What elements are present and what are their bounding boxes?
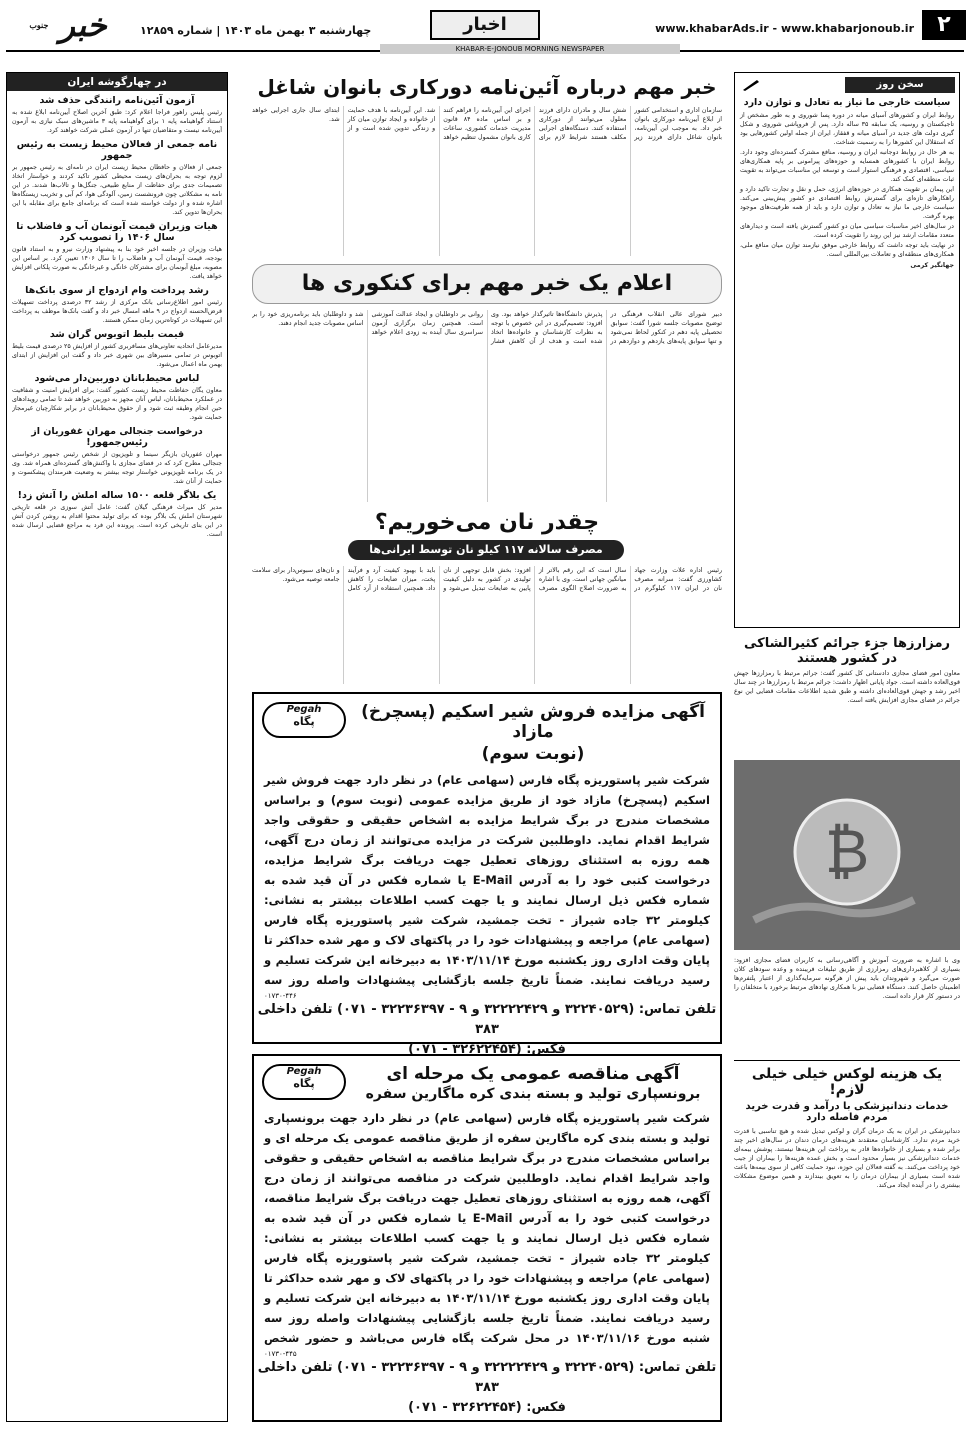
list-item-title: نامه جمعی از فعالان محیط زیست به رئیس جمهور: [16, 139, 218, 161]
auction-ad-body: شرکت شیر پاستوریزه پگاه فارس (سهامی عام) در نظر دارد جهت فروش شیر اسکیم (پسچرخ) مازاد خود از طریق مزایده عمومی (نوبت سوم) و براساس مشخصات مندرج در برگ شرایط مزایده به اشخاص حقیقی و حقوقی واجد شرایط اقدام نماید. داوطلبین شرکت در مزایده می‌توانند از زمان درج آگهی، همه روزه به استثنای روزهای تعطیل جهت دریافت برگ شرایط مزایده، درخواست کتبی خود را به آدرس E-Mail یا شماره فکس در آن قید شده به شماره فکس ذیل ارسال نمایند و یا جهت کسب اطلاعات بیشتر به نشانی: کیلومتر ۳۲ جاده شیراز - تخت جمشید، شرکت شیر پاستوریزه پگاه فارس (سهامی عام) مراجعه و پیشنهادات خود را در پاکتهای لاک و مهر شده حداکثر تا پایان وقت اداری روز یکشنبه مورخ ۱۴۰۳/۱۱/۱۴ به دبیرخانه این شرکت تسلیم و رسید دریافت نمایند. ضمناً تاریخ جلسه بازگشایی پیشنهادات واصله روز سه: [264, 773, 710, 987]
list-item-title: قیمت بلیط اتوبوس گران شد: [49, 329, 185, 340]
list-item: [12, 373, 222, 422]
list-item: [12, 329, 222, 369]
tender-ad-phone: تلفن تماس: (۳۲۲۴۰۵۲۹ و ۳۲۲۲۲۴۲۹ و ۹ - ۳۲۲۳۶۳۹۷ - ۰۷۱) تلفن داخلی ۳۸۳: [257, 1360, 717, 1395]
auction-ad-fax: فکس: (۳۲۶۲۲۴۵۴ - ۰۷۱): [408, 1042, 566, 1057]
list-item-body: معاون یگان حفاظت محیط زیست کشور گفت: برای افزایش امنیت و شفافیت در عملکرد محیط‌بانان، لباس آنان مجهز به دوربین خواهد شد تا تمامی رویدادهای حین انجام وظیفه ثبت شود و از حقوق محیط‌بانان در برابر شکارچیان غیرمجاز حمایت شود.: [12, 387, 222, 421]
dental-body: دندانپزشکی در ایران به یک درمان گران و لوکس تبدیل شده و هیچ تناسبی با قدرت خرید مردم ندارد. کارشناسان معتقدند هزینه‌های درمان دندان در سال‌های اخیر چند برابر شده و بسیاری از خانواده‌ها قادر به پرداخت این هزینه‌ها نیستند. پوشش بیمه‌ای خدمات دندانپزشکی نیز بسیار محدود است و بخش عمده هزینه‌ها را بیماران از جیب خود پرداخت می‌کنند. به گفته فعالان این حوزه، نبود حمایت کافی از سوی بیمه‌ها باعث شده است بسیاری از بیماران درمان را به تعویق بیندازند و همین موضوع مشکلات بیشتری را در آینده ایجاد می‌کند.: [734, 1128, 960, 1189]
dateline: چهارشنبه ۳ بهمن ماه ۱۴۰۳ | شماره ۱۲۸۵۹: [140, 24, 372, 37]
list-item: [12, 285, 222, 325]
logo-text: خبر: [59, 6, 107, 44]
editorial-title: سیاست خارجی ما نیاز به تعادل و توازن دارد: [743, 97, 951, 108]
pegah-logo: [262, 702, 346, 738]
svg-text:₿: ₿: [824, 817, 870, 887]
pegah-logo-fa: پگاه: [293, 715, 315, 728]
bread-title: چقدر نان می‌خوریم؟: [374, 510, 600, 535]
crypto-title-1: رمزارزها جزء جرائم کثیرالشاکی: [743, 636, 951, 651]
pegah-logo-fa: پگاه: [293, 1077, 315, 1090]
list-item-title: لباس محیط‌بانان دوربین‌دار می‌شود: [34, 373, 200, 384]
bread-body: رئیس اداره غلات وزارت جهاد کشاورزی گفت: سرانه مصرف نان در ایران ۱۱۷ کیلوگرم در سال است که این رقم بالاتر از میانگین جهانی است. وی با اشاره به ضرورت اصلاح الگوی مصرف افزود: بخش قابل توجهی از نان تولیدی در کشور به دلیل کیفیت پایین به ضایعات تبدیل می‌شود و باید با بهبود کیفیت آرد و فرآیند پخت، میزان ضایعات را کاهش داد. همچنین استفاده از آرد کامل و نان‌های سبوس‌دار برای سلامت جامعه توصیه می‌شود.: [252, 567, 722, 592]
list-item: [12, 95, 222, 135]
auction-ad-round: (نوبت سوم): [481, 744, 585, 764]
list-item: [12, 139, 222, 217]
tender-ad: [252, 1054, 722, 1422]
pegah-logo-en: Pegah: [286, 704, 322, 715]
crypto-title-2: در کشور هستند: [797, 651, 897, 666]
sidebar-list: [7, 95, 227, 539]
list-item-body: مدیرعامل اتحادیه تعاونی‌های مسافربری کشور از افزایش ۲۵ درصدی قیمت بلیط اتوبوس در تمامی مسیرهای بین شهری خبر داد و گفت این افزایش از ابتدای بهمن ماه اعمال می‌شود.: [12, 343, 222, 368]
tender-ad-code: ۰۱۷۳۰-۴۴۵: [264, 1350, 297, 1358]
logo-sub: جنوب: [29, 20, 49, 30]
editorial-paragraph: به هر حال در روابط دوجانبه ایران و روسیه، منافع مشترک گسترده‌ای وجود دارد. روابط ایران با کشورهای همسایه و حوزه‌های پیرامونی بر پایه همکاری‌های سیاسی، اقتصادی و فرهنگی استوار است و توسعه این مناسبات می‌تواند به تقویت ثبات منطقه‌ای کمک کند.: [740, 149, 954, 183]
women-story-title: خبر مهم درباره آئین‌نامه دورکاری بانوان شاغل: [257, 75, 717, 99]
list-item-body: رئیس پلیس راهور فراجا اعلام کرد: طبق آخرین اصلاح آیین‌نامه ابلاغ شده به استناد گواهینامه پایه ۱ برای گواهینامه پایه ۳ ماشین‌های سبک نیازی به آزمون آیین‌نامه نیست و متقاضیان تنها در آزمون عملی شرکت خواهند کرد.: [12, 109, 222, 134]
list-item-title: یک بلاگر قلعه ۱۵۰۰ ساله املش را آتش زد!: [17, 490, 217, 501]
list-item: [12, 490, 222, 539]
crypto-body: وی با اشاره به ضرورت آموزش و آگاهی‌رسانی به کاربران فضای مجازی افزود: بسیاری از کلاهبرداری‌های رمزارزی از طریق تبلیغات فریبنده و وعده سودهای کلان صورت می‌گیرد و شهروندان باید پیش از هرگونه سرمایه‌گذاری از اعتبار پلتفرم‌ها اطمینان حاصل کنند. دستگاه قضایی نیز با همکاری نهادهای مرتبط برخورد با متخلفان را در دستور کار قرار داده است.: [734, 957, 960, 1000]
page-number: ۲: [922, 10, 966, 40]
news-sidebar: [6, 72, 228, 1422]
editorial-author: جهانگیر کرمی: [910, 262, 954, 269]
dental-subtitle-2: مردم فاصله دارد: [806, 1112, 888, 1123]
bread-banner: مصرف سالانه ۱۱۷ کیلو نان توسط ایرانی‌ها: [348, 540, 624, 560]
masthead-subtitle: KHABAR-E-JONOUB MORNING NEWSPAPER: [380, 44, 680, 54]
list-item-body: هیات وزیران در جلسه اخیر خود بنا به پیشنهاد وزارت نیرو و به استناد قانون بودجه، قیمت آبونمان آب و فاضلاب را تا سال ۱۴۰۶ تعیین کرد. بر اساس این مصوبه، مبلغ آبونمان برای مشترکان خانگی و غیرخانگی به صورت پلکانی افزایش خواهد یافت.: [12, 246, 222, 280]
editorial-body: [735, 111, 959, 617]
editorial-paragraph: در سال‌های اخیر مناسبات سیاسی میان دو کشور گسترش یافته است و دیدارهای متعدد مقامات ارشد نیز این روند را تقویت کرده است.: [740, 223, 954, 239]
editorial-tag: [845, 77, 955, 93]
editorial-tag-label: سخن روز: [876, 79, 924, 90]
bitcoin-icon: [734, 760, 960, 950]
dental-subtitle-1: خدمات دندانپزشکی با درآمد و قدرت خرید: [745, 1101, 949, 1112]
konkur-title: اعلام یک خبر مهم برای کنکوری ها: [252, 264, 722, 304]
auction-ad: [252, 692, 722, 1057]
newspaper-logo: [8, 6, 128, 44]
pen-icon: [741, 77, 761, 91]
section-title: اخبار: [430, 10, 540, 40]
auction-ad-phone: تلفن تماس: (۳۲۲۴۰۵۲۹ و ۳۲۲۲۲۴۲۹ و ۹ - ۳۲۲۳۶۳۹۷ - ۰۷۱) تلفن داخلی ۳۸۳: [257, 1002, 717, 1037]
website-url[interactable]: www.khabarAds.ir - www.khabarjonoub.ir: [655, 22, 914, 35]
tender-ad-title: آگهی مناقصه عمومی یک مرحله ای: [386, 1064, 680, 1084]
editorial-paragraph: روابط ایران و کشورهای آسیای میانه در دوره پسا شوروی و به طور مشخص از تاجیکستان و روسیه، یک سابقه ۳۵ ساله دارد. پس از فروپاشی شوروی و شکل گیری دولت های جدید در آسیای میانه و قفقاز، ایران از جمله اولین کشورهایی بود که استقلال این کشورها را به رسمیت شناخت.: [740, 112, 955, 146]
editorial-paragraph: در نهایت باید توجه داشت که روابط خارجی موفق نیازمند توازن میان منافع ملی، همکاری‌های منطقه‌ای و تعاملات بین‌المللی است.: [740, 242, 954, 258]
dental-title: یک هزینه لوکس خیلی خیلی لازم!: [751, 1066, 943, 1098]
sidebar-tag: در چهارگوشه ایران: [7, 73, 227, 91]
tender-ad-fax: فکس: (۳۲۶۲۲۴۵۴ - ۰۷۱): [408, 1400, 566, 1415]
list-item-body: مدیر کل میراث فرهنگی گیلان گفت: عامل آتش سوزی در قلعه تاریخی شهرستان املش یک بلاگر بوده که برای تولید محتوا اقدام به روشن کردن آتش در این بنای تاریخی کرده است. پرونده این فرد به مراجع قضایی ارسال شده است.: [12, 504, 222, 538]
women-story-body: سازمان اداری و استخدامی کشور از ابلاغ آیین‌نامه دورکاری بانوان خبر داد. به موجب این آیین‌نامه، بانوان شاغل دارای فرزند زیر شش سال و مادران دارای فرزند معلول می‌توانند از دورکاری استفاده کنند. دستگاه‌های اجرایی مکلف هستند شرایط لازم برای اجرای این آیین‌نامه را فراهم کنند و بر اساس ماده ۸۴ قانون مدیریت خدمات کشوری، ساعات کاری بانوان مشمول تنظیم خواهد شد. این آیین‌نامه با هدف حمایت از خانواده و ایجاد توازن میان کار و زندگی تدوین شده است و از ابتدای سال جاری اجرایی خواهد شد.: [252, 107, 722, 141]
list-item-title: درخواست جنجالی مهران غفوریان از رئیس‌جمهور!: [31, 426, 203, 448]
list-item-body: رئیس امور اطلاع‌رسانی بانک مرکزی از رشد ۳۲ درصدی پرداخت تسهیلات قرض‌الحسنه ازدواج در ۹ ماهه امسال خبر داد و گفت بانک‌ها موظف به پرداخت این تسهیلات در کوتاه‌ترین زمان ممکن هستند.: [12, 299, 222, 324]
crypto-intro: معاون امور فضای مجازی دادستانی کل کشور گفت: جرائم مرتبط با رمزارزها جهش قوی‌العاده داشته است. جواد پایانی اظهار داشت: جرائم مرتبط با رمزارزها در چند سال اخیر رشد و جهش قوی‌العاده‌ای داشته و طبق شدید اطلاعات مقامات قضایی این نوع جرائم در فضای مجازی افزایش یافته است.: [734, 670, 960, 704]
list-item-body: مهران غفوریان بازیگر سینما و تلویزیون از شخص رئیس جمهور درخواستی جنجالی مطرح کرد که در فضای مجازی با واکنش‌های گسترده‌ای همراه شد. وی در یک برنامه تلویزیونی خواستار توجه بیشتر به وضعیت هنرمندان پیشکسوت و حمایت از آنان شد.: [12, 451, 222, 485]
tender-ad-subject: برونسپاری تولید و بسته بندی کره ماگارین سفره: [365, 1086, 701, 1102]
auction-ad-title: آگهی مزایده فروش شیر اسکیم (پسچرخ) مازاد: [361, 702, 705, 742]
list-item: [12, 426, 222, 486]
list-item: [12, 221, 222, 281]
pegah-logo: [262, 1064, 346, 1100]
dental-article: [734, 1066, 960, 1422]
tender-ad-body: شرکت شیر پاستوریزه پگاه فارس (سهامی عام) در نظر دارد جهت برونسپاری تولید و بسته بندی کره ماگارین سفره از طریق مناقصه عمومی یک مرحله ای و براساس مشخصات مندرج در برگ شرایط مناقصه به اشخاص حقیقی و حقوقی واجد شرایط اقدام نماید. داوطلبین شرکت در مناقصه می‌توانند از زمان درج آگهی، همه روزه به استثنای روزهای تعطیل جهت دریافت برگ شرایط مناقصه، درخواست کتبی خود را به آدرس E-Mail یا شماره فکس در آن قید شده به شماره فکس ذیل ارسال نمایند و یا جهت کسب اطلاعات بیشتر به نشانی: کیلومتر ۳۲ جاده شیراز - تخت جمشید، شرکت شیر پاستوریزه پگاه فارس (سهامی عام) مراجعه و پیشنهادات خود را در پاکتهای لاک و مهر شده حداکثر تا پایان وقت اداری روز یکشنبه مورخ ۱۴۰۳/۱۱/۱۴ به دبیرخانه این شرکت تسلیم و رسید دریافت نمایند. ضمناً تاریخ جلسه بازگشایی پیشنهادات واصله روز سه شنبه مورخ ۱۴۰۳/۱۱/۱۶ در محل شرکت پگاه فارس می‌باشد و حضور شخص: [264, 1111, 711, 1345]
auction-ad-code: ۰۱۷۳۰-۴۴۶: [264, 992, 297, 1000]
list-item-title: رشد پرداخت وام ازدواج از سوی بانک‌ها: [25, 285, 209, 296]
list-item-title: هیات وزیران قیمت آبونمان آب و فاضلاب تا سال ۱۴۰۶ را تصویب کرد: [16, 221, 218, 243]
list-item-title: آزمون آئین‌نامه رانندگی حذف شد: [39, 95, 195, 106]
divider: [734, 1060, 960, 1061]
editorial-box: [734, 72, 960, 628]
list-item-body: جمعی از فعالان و حافظان محیط زیست ایران در نامه‌ای به رئیس جمهور بر لزوم توجه به بحران‌های زیست محیطی کشور تاکید کردند و خواستار اتخاذ تصمیمات جدی برای حفاظت از منابع طبیعی، جنگل‌ها و تالاب‌ها شدند. در این نامه به مشکلاتی چون فرونشست زمین، آلودگی هوا، کم آبی و تخریب زیستگاه‌ها اشاره شده و از دولت خواسته شده است که برنامه‌ای جامع برای مقابله با این بحران‌ها تدوین کند.: [12, 164, 222, 216]
konkur-body: دبیر شورای عالی انقلاب فرهنگی در توضیح مصوبات جلسه شورا گفت: سوابق تحصیلی پایه دهم در کنکور لحاظ نمی‌شود و تنها سوابق پایه‌های یازدهم و دوازدهم در پذیرش دانشگاه‌ها تاثیرگذار خواهد بود. وی افزود: تصمیم‌گیری در این خصوص با توجه به نظرات کارشناسان و خانواده‌ها اتخاذ شده است و هدف از آن کاهش فشار روانی بر داوطلبان و ایجاد عدالت آموزشی است. همچنین زمان برگزاری آزمون سراسری سال آینده به زودی اعلام خواهد شد و داوطلبان باید برنامه‌ریزی خود را بر اساس مصوبات جدید انجام دهند.: [252, 311, 722, 345]
crypto-article: [734, 636, 960, 756]
pegah-logo-en: Pegah: [286, 1066, 322, 1077]
bitcoin-photo: [734, 760, 960, 950]
editorial-paragraph: این پیمان بر تقویت همکاری در حوزه‌های انرژی، حمل و نقل و تجارت تاکید دارد و راهکارهای تازه‌ای برای گسترش روابط اقتصادی دو کشور پیش‌بینی می‌کند. سیاست خارجی ما نیاز به تعادل و توازن دارد و باید از همه ظرفیت‌های موجود بهره گرفت.: [740, 186, 954, 220]
